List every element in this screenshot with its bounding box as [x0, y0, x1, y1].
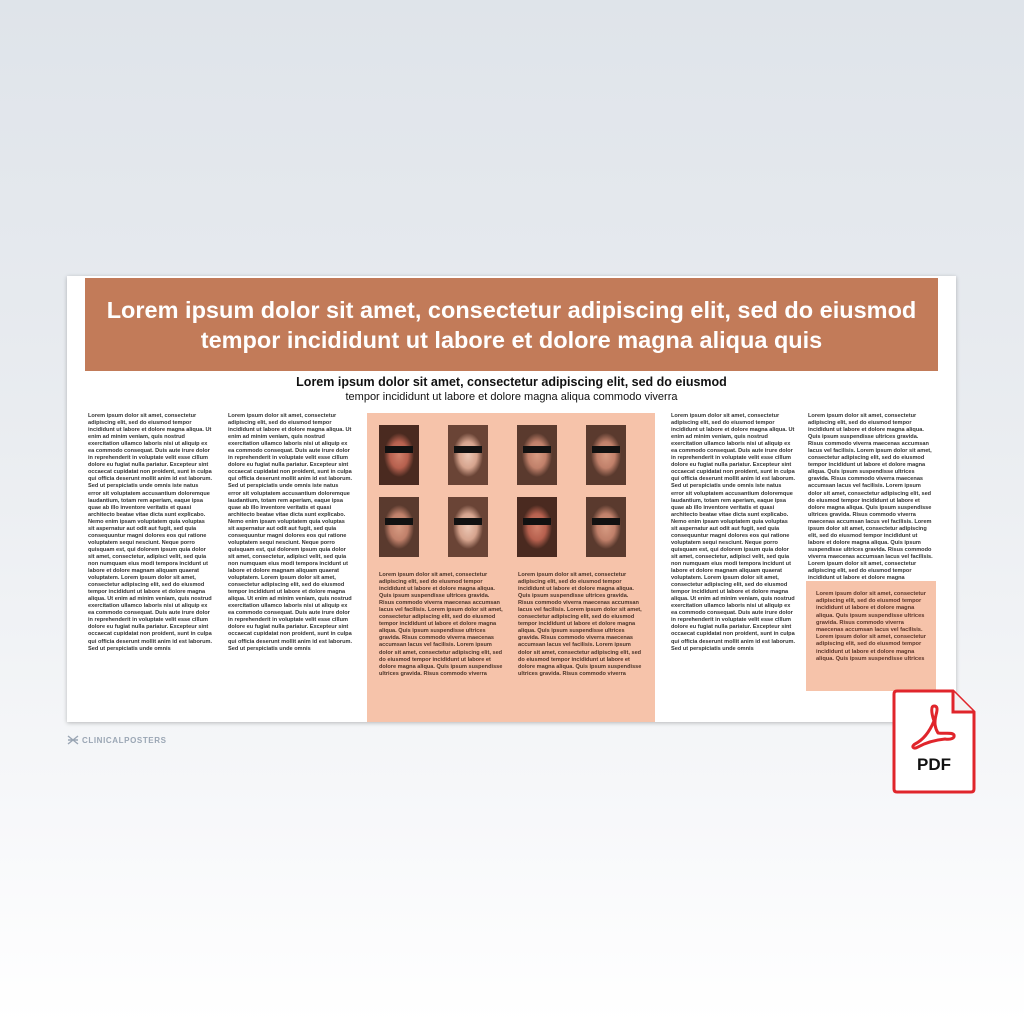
pdf-file-icon[interactable]	[891, 688, 977, 795]
face-photo	[448, 497, 488, 557]
face-photo	[586, 497, 626, 557]
face-photo-grid	[379, 425, 643, 557]
face-photo	[379, 497, 419, 557]
subtitle-line-2: tempor incididunt ut labore et dolore magna aliqua commodo viverra	[345, 391, 678, 403]
brand-name: CLINICALPOSTERS	[82, 735, 167, 745]
photo-panel	[367, 413, 655, 722]
highlight-box-text: Lorem ipsum dolor sit amet, consectetur adipiscing elit, sed do eiusmod tempor incididunt ut labore et dolore magna aliqua. Quis ipsum suspendisse ultrices gravida. Risus commodo viverra maecenas accumsan lacus vel facilisis. Lorem ipsum dolor sit amet, consectetur adipiscing elit, sed do eiusmod tempor incididunt ut labore et dolore magna aliqua. Quis ipsum suspendisse ultrices	[816, 591, 926, 662]
face-photo	[379, 425, 419, 485]
subtitle-line-1: Lorem ipsum dolor sit amet, consectetur adipiscing elit, sed do eiusmod	[296, 375, 727, 389]
title-banner	[85, 278, 938, 371]
pdf-document-icon	[891, 688, 977, 795]
brand-icon	[67, 735, 79, 745]
text-column-2: Lorem ipsum dolor sit amet, consectetur adipiscing elit, sed do eiusmod tempor incididunt ut labore et dolore magna aliqua. Ut enim ad minim veniam, quis nostrud exercitation ullamco laboris nisi ut aliquip ex ea commodo consequat. Duis aute irure dolor in reprehenderit in voluptate velit esse cillum dolore eu fugiat nulla pariatur. Excepteur sint occaecat cupidatat non proident, sunt in culpa qui officia deserunt mollit anim id est laborum. Sed ut perspiciatis unde omnis iste natus error sit voluptatem accusantium doloremque laudantium, totam rem aperiam, eaque ipsa quae ab illo inventore veritatis et quasi architecto beatae vitae dicta sunt explicabo. Nemo enim ipsam voluptatem quia voluptas sit aspernatur aut odit aut fugit, sed quia consequuntur magni dolores eos qui ratione voluptatem sequi nesciunt. Neque porro quisquam est, qui dolorem ipsum quia dolor sit amet, consectetur, adipisci velit, sed quia non numquam eius modi tempora incidunt ut labore et dolore magnam aliquam quaerat voluptatem. Lorem ipsum dolor sit amet, consectetur adipiscing elit, sed do eiusmod tempor incididunt ut labore et dolore magna aliqua. Ut enim ad minim veniam, quis nostrud exercitation ullamco laboris nisi ut aliquip ex ea commodo consequat. Duis aute irure dolor in reprehenderit in voluptate velit esse cillum dolore eu fugiat nulla pariatur. Excepteur sint occaecat cupidatat non proident, sunt in culpa qui officia deserunt mollit anim id est laborum. Sed ut perspiciatis unde omnis	[228, 413, 353, 652]
poster-subtitle	[67, 375, 956, 404]
panel-text-right: Lorem ipsum dolor sit amet, consectetur adipiscing elit, sed do eiusmod tempor incididunt ut labore et dolore magna aliqua. Quis ipsum suspendisse ultrices gravida. Risus commodo viverra maecenas accumsan lacus vel facilisis. Lorem ipsum dolor sit amet, consectetur adipiscing elit, sed do eiusmod tempor incididunt ut labore et dolore magna aliqua. Quis ipsum suspendisse ultrices gravida. Risus commodo viverra maecenas accumsan lacus vel facilisis. Lorem ipsum dolor sit amet, consectetur adipiscing elit, sed do eiusmod tempor incididunt ut labore et dolore magna aliqua. Quis ipsum suspendisse ultrices gravida. Risus commodo viverra	[518, 572, 642, 677]
face-photo	[517, 497, 557, 557]
brand-logo	[67, 735, 167, 745]
text-column-4: Lorem ipsum dolor sit amet, consectetur adipiscing elit, sed do eiusmod tempor incididunt ut labore et dolore magna aliqua. Ut enim ad minim veniam, quis nostrud exercitation ullamco laboris nisi ut aliquip ex ea commodo consequat. Duis aute irure dolor in reprehenderit in voluptate velit esse cillum dolore eu fugiat nulla pariatur. Excepteur sint occaecat cupidatat non proident, sunt in culpa qui officia deserunt mollit anim id est laborum. Sed ut perspiciatis unde omnis iste natus error sit voluptatem accusantium doloremque laudantium, totam rem aperiam, eaque ipsa quae ab illo inventore veritatis et quasi architecto beatae vitae dicta sunt explicabo. Nemo enim ipsam voluptatem quia voluptas sit aspernatur aut odit aut fugit, sed quia consequuntur magni dolores eos qui ratione voluptatem sequi nesciunt. Neque porro quisquam est, qui dolorem ipsum quia dolor sit amet, consectetur, adipisci velit, sed quia non numquam eius modi tempora incidunt ut labore et dolore magnam aliquam quaerat voluptatem. Lorem ipsum dolor sit amet, consectetur adipiscing elit, sed do eiusmod tempor incididunt ut labore et dolore magna aliqua. Ut enim ad minim veniam, quis nostrud exercitation ullamco laboris nisi ut aliquip ex ea commodo consequat. Duis aute irure dolor in reprehenderit in voluptate velit esse cillum dolore eu fugiat nulla pariatur. Excepteur sint occaecat cupidatat non proident, sunt in culpa qui officia deserunt mollit anim id est laborum. Sed ut perspiciatis unde omnis	[671, 413, 796, 652]
text-column-1: Lorem ipsum dolor sit amet, consectetur adipiscing elit, sed do eiusmod tempor incididunt ut labore et dolore magna aliqua. Ut enim ad minim veniam, quis nostrud exercitation ullamco laboris nisi ut aliquip ex ea commodo consequat. Duis aute irure dolor in reprehenderit in voluptate velit esse cillum dolore eu fugiat nulla pariatur. Excepteur sint occaecat cupidatat non proident, sunt in culpa qui officia deserunt mollit anim id est laborum. Sed ut perspiciatis unde omnis iste natus error sit voluptatem accusantium doloremque laudantium, totam rem aperiam, eaque ipsa quae ab illo inventore veritatis et quasi architecto beatae vitae dicta sunt explicabo. Nemo enim ipsam voluptatem quia voluptas sit aspernatur aut odit aut fugit, sed quia consequuntur magni dolores eos qui ratione voluptatem sequi nesciunt. Neque porro quisquam est, qui dolorem ipsum quia dolor sit amet, consectetur, adipisci velit, sed quia non numquam eius modi tempora incidunt ut labore et dolore magnam aliquam quaerat voluptatem. Lorem ipsum dolor sit amet, consectetur adipiscing elit, sed do eiusmod tempor incididunt ut labore et dolore magna aliqua. Ut enim ad minim veniam, quis nostrud exercitation ullamco laboris nisi ut aliquip ex ea commodo consequat. Duis aute irure dolor in reprehenderit in voluptate velit esse cillum dolore eu fugiat nulla pariatur. Excepteur sint occaecat cupidatat non proident, sunt in culpa qui officia deserunt mollit anim id est laborum. Sed ut perspiciatis unde omnis	[88, 413, 213, 652]
face-photo	[586, 425, 626, 485]
poster-title: Lorem ipsum dolor sit amet, consectetur adipiscing elit, sed do eiusmod tempor incididunt ut labore et dolore magna aliqua quis	[106, 296, 917, 353]
poster-preview	[67, 276, 956, 722]
text-column-5: Lorem ipsum dolor sit amet, consectetur adipiscing elit, sed do eiusmod tempor incididunt ut labore et dolore magna aliqua. Quis ipsum suspendisse ultrices gravida. Risus commodo viverra maecenas accumsan lacus vel facilisis. Lorem ipsum dolor sit amet, consectetur adipiscing elit, sed do eiusmod tempor incididunt ut labore et dolore magna aliqua. Quis ipsum suspendisse ultrices gravida. Risus commodo viverra maecenas accumsan lacus vel facilisis. Lorem ipsum dolor sit amet, consectetur adipiscing elit, sed do eiusmod tempor incididunt ut labore et dolore magna aliqua. Quis ipsum suspendisse ultrices gravida. Risus commodo viverra maecenas accumsan lacus vel facilisis. Lorem ipsum dolor sit amet, consectetur adipiscing elit, sed do eiusmod tempor incididunt ut labore et dolore magna aliqua. Quis ipsum suspendisse ultrices gravida. Risus commodo viverra maecenas accumsan lacus vel facilisis. Lorem ipsum dolor sit amet, consectetur adipiscing elit, sed do eiusmod tempor incididunt ut labore et dolore magna	[808, 413, 933, 582]
face-photo	[517, 425, 557, 485]
panel-text-left: Lorem ipsum dolor sit amet, consectetur adipiscing elit, sed do eiusmod tempor incididunt ut labore et dolore magna aliqua. Quis ipsum suspendisse ultrices gravida. Risus commodo viverra maecenas accumsan lacus vel facilisis. Lorem ipsum dolor sit amet, consectetur adipiscing elit, sed do eiusmod tempor incididunt ut labore et dolore magna aliqua. Quis ipsum suspendisse ultrices gravida. Risus commodo viverra maecenas accumsan lacus vel facilisis. Lorem ipsum dolor sit amet, consectetur adipiscing elit, sed do eiusmod tempor incididunt ut labore et dolore magna aliqua. Quis ipsum suspendisse ultrices gravida. Risus commodo viverra	[379, 572, 503, 677]
face-photo	[448, 425, 488, 485]
pdf-label: PDF	[917, 755, 951, 774]
highlight-box	[806, 581, 936, 691]
